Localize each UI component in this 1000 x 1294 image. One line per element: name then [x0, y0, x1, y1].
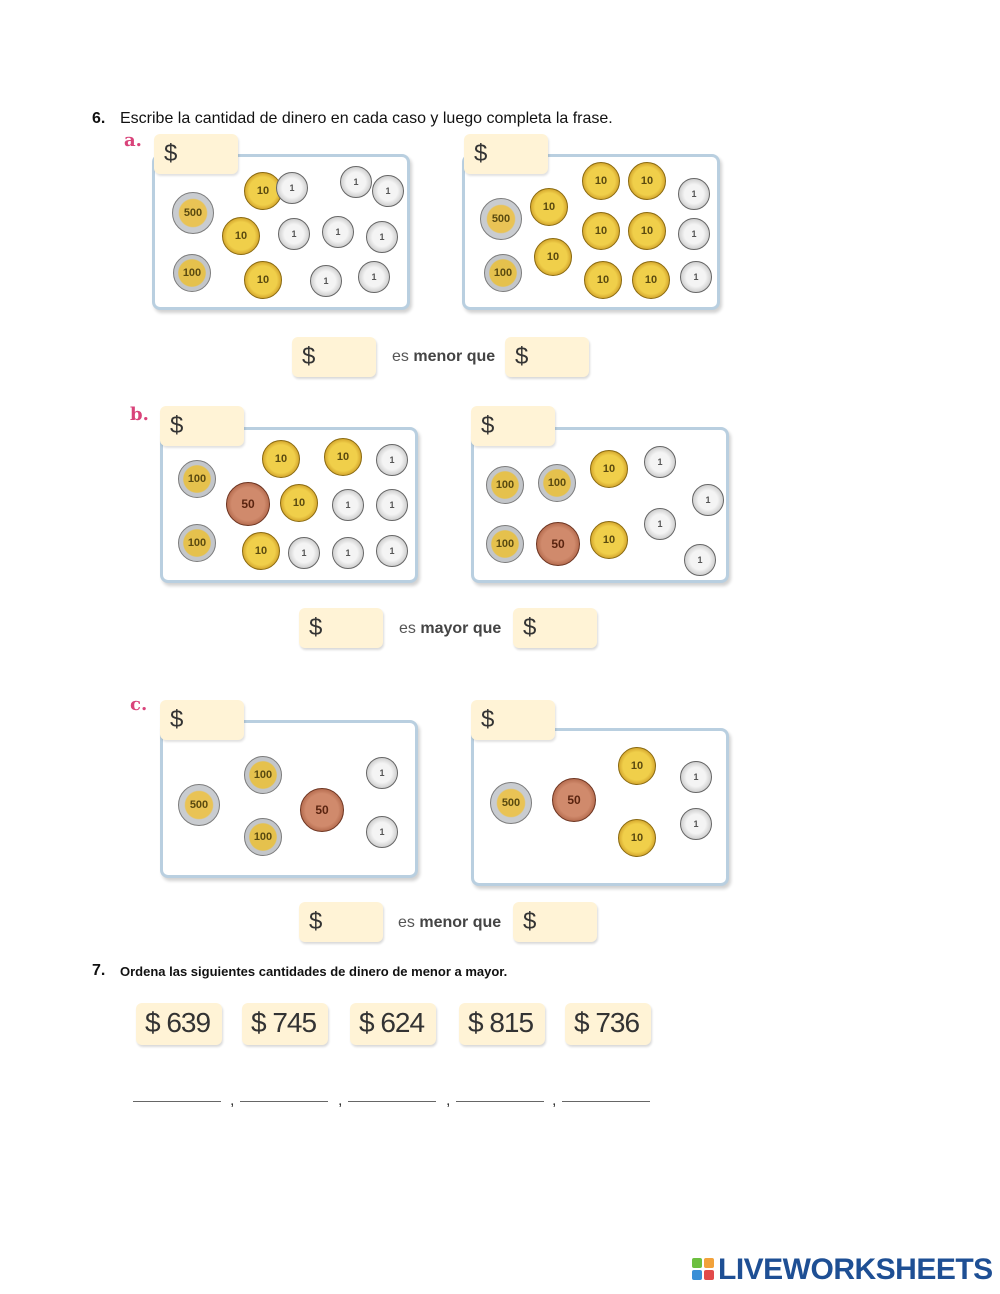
part-a-letter: a.	[124, 130, 142, 151]
question-7-number: 7.	[92, 962, 106, 979]
part-c-compare-left-input[interactable]: $	[299, 902, 383, 942]
coin-100-icon: 100	[486, 466, 524, 504]
coin-1-icon: 1	[278, 218, 310, 250]
coin-1-icon: 1	[366, 816, 398, 848]
amount-card[interactable]: $ 736	[565, 1003, 651, 1045]
coin-50-icon: 50	[226, 482, 270, 526]
part-b-compare-right-input[interactable]: $	[513, 608, 597, 648]
coin-100-icon: 100	[484, 254, 522, 292]
coin-100-icon: 100	[538, 464, 576, 502]
coin-10-icon: 10	[262, 440, 300, 478]
order-answer-blank[interactable]	[240, 1101, 328, 1102]
coin-1-icon: 1	[376, 489, 408, 521]
coin-50-icon: 50	[536, 522, 580, 566]
part-a-compare-right-input[interactable]: $	[505, 337, 589, 377]
coin-1-icon: 1	[358, 261, 390, 293]
question-7-text: Ordena las siguientes cantidades de dinero de menor a mayor.	[120, 964, 508, 979]
order-answer-blank[interactable]	[133, 1101, 221, 1102]
coin-50-icon: 50	[300, 788, 344, 832]
coin-1-icon: 1	[322, 216, 354, 248]
coin-10-icon: 10	[584, 261, 622, 299]
coin-1-icon: 1	[644, 446, 676, 478]
coin-100-icon: 100	[244, 818, 282, 856]
amount-card[interactable]: $ 624	[350, 1003, 436, 1045]
part-b-left-amount-input[interactable]: $	[160, 406, 244, 446]
coin-1-icon: 1	[288, 537, 320, 569]
separator-comma: ,	[552, 1092, 557, 1109]
coin-500-icon: 500	[490, 782, 532, 824]
coin-500-icon: 500	[172, 192, 214, 234]
coin-1-icon: 1	[310, 265, 342, 297]
coin-10-icon: 10	[590, 521, 628, 559]
coin-10-icon: 10	[244, 261, 282, 299]
separator-comma: ,	[230, 1092, 235, 1109]
coin-1-icon: 1	[680, 261, 712, 293]
coin-10-icon: 10	[628, 162, 666, 200]
part-b-letter: b.	[130, 404, 149, 425]
coin-1-icon: 1	[376, 444, 408, 476]
part-c-compare-right-input[interactable]: $	[513, 902, 597, 942]
question-6-number: 6.	[92, 110, 106, 127]
coin-1-icon: 1	[366, 757, 398, 789]
amount-card[interactable]: $ 639	[136, 1003, 222, 1045]
coin-100-icon: 100	[178, 460, 216, 498]
coin-1-icon: 1	[684, 544, 716, 576]
coin-10-icon: 10	[534, 238, 572, 276]
coin-10-icon: 10	[628, 212, 666, 250]
order-answer-blank[interactable]	[562, 1101, 650, 1102]
part-c-comparison-phrase: es menor que	[398, 914, 502, 931]
coin-1-icon: 1	[692, 484, 724, 516]
coin-100-icon: 100	[173, 254, 211, 292]
coin-50-icon: 50	[552, 778, 596, 822]
part-a-comparison-phrase: es menor que	[392, 348, 496, 365]
part-a-compare-left-input[interactable]: $	[292, 337, 376, 377]
part-b-comparison-phrase: es mayor que	[399, 620, 502, 637]
coin-500-icon: 500	[480, 198, 522, 240]
coin-10-icon: 10	[582, 162, 620, 200]
coin-10-icon: 10	[222, 217, 260, 255]
coin-500-icon: 500	[178, 784, 220, 826]
coin-10-icon: 10	[582, 212, 620, 250]
part-c-right-amount-input[interactable]: $	[471, 700, 555, 740]
coin-10-icon: 10	[618, 819, 656, 857]
coin-10-icon: 10	[530, 188, 568, 226]
liveworksheets-logo: LIVEWORKSHEETS	[718, 1253, 993, 1286]
coin-10-icon: 10	[324, 438, 362, 476]
coin-1-icon: 1	[680, 808, 712, 840]
coin-10-icon: 10	[618, 747, 656, 785]
separator-comma: ,	[338, 1092, 343, 1109]
question-6-text: Escribe la cantidad de dinero en cada caso y luego completa la frase.	[120, 110, 613, 127]
part-a-left-amount-input[interactable]: $	[154, 134, 238, 174]
part-c-letter: c.	[130, 694, 148, 715]
coin-10-icon: 10	[632, 261, 670, 299]
coin-10-icon: 10	[244, 172, 282, 210]
coin-1-icon: 1	[332, 489, 364, 521]
coin-1-icon: 1	[678, 218, 710, 250]
coin-1-icon: 1	[332, 537, 364, 569]
coin-1-icon: 1	[376, 535, 408, 567]
coin-1-icon: 1	[644, 508, 676, 540]
coin-10-icon: 10	[280, 484, 318, 522]
amount-card[interactable]: $ 745	[242, 1003, 328, 1045]
order-answer-blank[interactable]	[456, 1101, 544, 1102]
coin-1-icon: 1	[340, 166, 372, 198]
order-answer-blank[interactable]	[348, 1101, 436, 1102]
coin-100-icon: 100	[178, 524, 216, 562]
coin-10-icon: 10	[242, 532, 280, 570]
part-c-left-amount-input[interactable]: $	[160, 700, 244, 740]
amount-card[interactable]: $ 815	[459, 1003, 545, 1045]
liveworksheets-logo-icon	[692, 1258, 714, 1280]
coin-100-icon: 100	[486, 525, 524, 563]
coin-100-icon: 100	[244, 756, 282, 794]
part-b-right-amount-input[interactable]: $	[471, 406, 555, 446]
coin-1-icon: 1	[678, 178, 710, 210]
coin-1-icon: 1	[680, 761, 712, 793]
coin-1-icon: 1	[276, 172, 308, 204]
coin-10-icon: 10	[590, 450, 628, 488]
part-b-compare-left-input[interactable]: $	[299, 608, 383, 648]
part-a-right-amount-input[interactable]: $	[464, 134, 548, 174]
coin-1-icon: 1	[366, 221, 398, 253]
coin-1-icon: 1	[372, 175, 404, 207]
separator-comma: ,	[446, 1092, 451, 1109]
